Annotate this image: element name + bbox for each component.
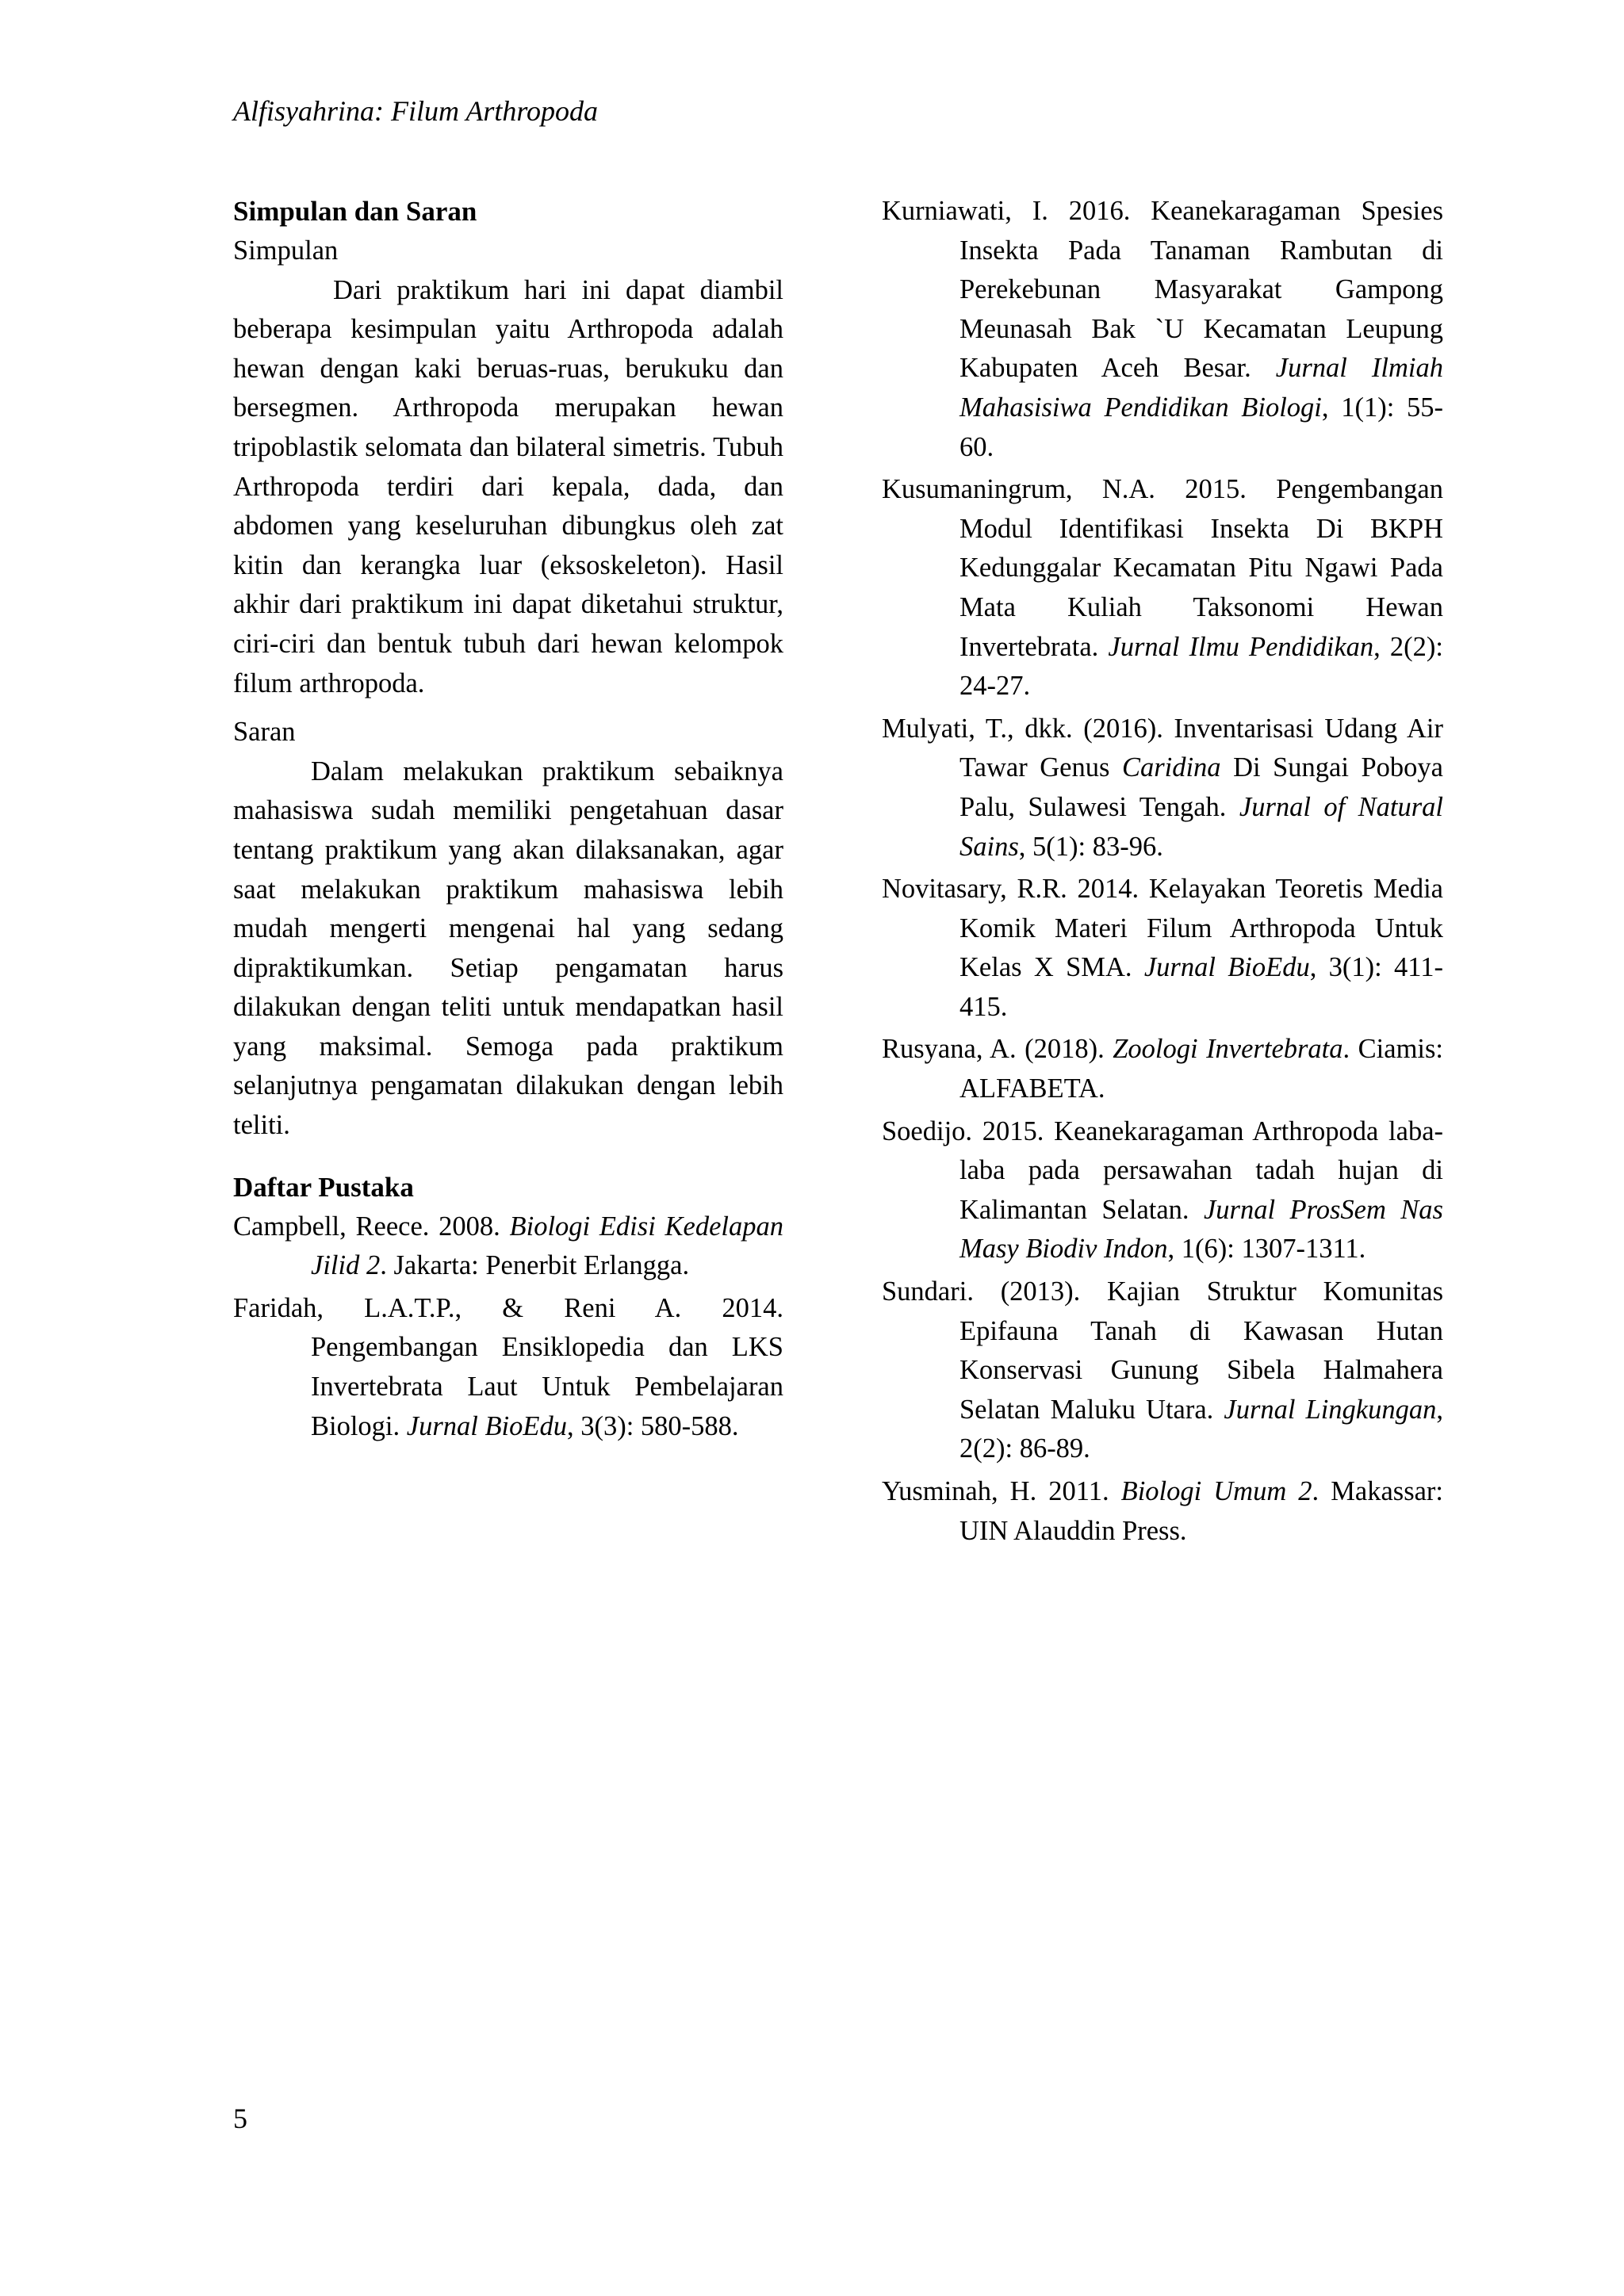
- saran-paragraph: Dalam melakukan praktikum sebaiknya mahasiswa sudah memiliki pengetahuan dasar tentang praktikum yang akan dilaksanakan, agar saat melakukan praktikum mahasiswa lebih mudah mengerti mengenai hal yang sedang dipraktikumkan. Setiap pengamatan harus dilakukan dengan teliti untuk mendapatkan hasil yang maksimal. Semoga pada praktikum selanjutnya pengamatan dilakukan dengan lebih teliti.: [233, 756, 783, 1141]
- reference-item: [233, 1289, 783, 1446]
- reference-text: Kusumaningrum, N.A. 2015. Pengembangan Modul Identifikasi Insekta Di BKPH Kedunggalar Kecamatan Pitu Ngawi Pada Mata Kuliah Taksonomi Hewan Invertebrata.: [882, 474, 1443, 662]
- reference-item: [882, 1112, 1443, 1269]
- reference-text: , 1(1): 55-60.: [959, 392, 1443, 462]
- reference-italic-title: Biologi Edisi Kedelapan Jilid 2: [311, 1211, 783, 1281]
- running-header: Alfisyahrina: Filum Arthropoda: [233, 95, 599, 127]
- reference-list-left: [233, 1207, 783, 1447]
- simpulan-paragraph: Dari praktikum hari ini dapat diambil beberapa kesimpulan yaitu Arthropoda adalah hewan dengan kaki beruas-ruas, berukuku dan bersegmen. Arthropoda merupakan hewan tripoblastik selomata dan bilateral simetris. Tubuh Arthropoda terdiri dari kepala, dada, dan abdomen yang keseluruhan dibungkus oleh zat kitin dan kerangka luar (eksoskeleton). Hasil akhir dari praktikum ini dapat diketahui struktur, ciri-ciri dan bentuk tubuh dari hewan kelompok filum arthropoda.: [233, 274, 783, 698]
- reference-text: Soedijo. 2015. Keanekaragaman Arthropoda laba-laba pada persawahan tadah hujan di Kalimantan Selatan.: [882, 1115, 1443, 1225]
- reference-text: Yusminah, H. 2011.: [882, 1476, 1121, 1506]
- reference-text: , 5(1): 83-96.: [1018, 831, 1163, 862]
- reference-text: , 2(2): 86-89.: [959, 1394, 1443, 1464]
- reference-text: , 2(2): 24-27.: [959, 631, 1443, 702]
- reference-text: , 3(3): 580-588.: [566, 1410, 739, 1441]
- reference-text: , 1(6): 1307-1311.: [1167, 1234, 1366, 1265]
- left-column: [233, 192, 783, 1449]
- spacer: [233, 703, 783, 713]
- reference-text: . Makassar: UIN Alauddin Press.: [959, 1476, 1444, 1546]
- page-number: 5: [233, 2103, 247, 2134]
- reference-italic-title: Jurnal Ilmiah Mahasisiwa Pendidikan Biologi: [959, 353, 1443, 423]
- reference-text: Di Sungai Poboya Palu, Sulawesi Tengah.: [959, 752, 1443, 822]
- reference-text: . Jakarta: Penerbit Erlangga.: [380, 1250, 690, 1281]
- reference-item: [882, 1272, 1443, 1469]
- reference-italic-title: Jurnal Ilmu Pendidikan: [1108, 631, 1374, 662]
- reference-text: Campbell, Reece. 2008.: [233, 1211, 510, 1242]
- reference-text: Rusyana, A. (2018).: [882, 1034, 1113, 1065]
- reference-item: [882, 1472, 1443, 1551]
- reference-italic-title: Jurnal BioEdu: [406, 1410, 567, 1441]
- reference-text: , 3(1): 411-415.: [959, 952, 1443, 1022]
- reference-text: . Ciamis: ALFABETA.: [959, 1034, 1444, 1104]
- section-heading-conclusion: Simpulan dan Saran: [233, 196, 477, 227]
- reference-text: Faridah, L.A.T.P., & Reni A. 2014. Pengembangan Ensiklopedia dan LKS Invertebrata Laut Untuk Pembelajaran Biologi.: [233, 1292, 783, 1441]
- reference-italic-title: Jurnal Lingkungan: [1224, 1394, 1437, 1425]
- reference-text: Sundari. (2013). Kajian Struktur Komunitas Epifauna Tanah di Kawasan Hutan Konservasi Gunung Sibela Halmahera Selatan Maluku Utara.: [882, 1276, 1443, 1425]
- reference-item: [882, 710, 1443, 867]
- right-column: [882, 192, 1443, 1554]
- reference-item: [882, 192, 1443, 467]
- section-heading-references: Daftar Pustaka: [233, 1171, 414, 1203]
- reference-item: [882, 470, 1443, 706]
- reference-item: [882, 870, 1443, 1027]
- reference-text: Novitasary, R.R. 2014. Kelayakan Teoretis Media Komik Materi Filum Arthropoda Untuk Kelas X SMA.: [882, 874, 1443, 983]
- reference-text: Mulyati, T., dkk. (2016). Inventarisasi Udang Air Tawar Genus: [882, 713, 1443, 783]
- reference-item: [233, 1207, 783, 1286]
- spacer: [233, 1146, 783, 1168]
- reference-italic-title: Jurnal ProsSem Nas Masy Biodiv Indon: [959, 1194, 1443, 1265]
- reference-italic-title: Caridina: [1121, 752, 1221, 783]
- reference-list-right: [882, 192, 1443, 1551]
- subheading-simpulan: Simpulan: [233, 235, 339, 266]
- subheading-saran: Saran: [233, 717, 296, 748]
- reference-italic-title: Jurnal BioEdu: [1143, 952, 1310, 983]
- reference-italic-title: Biologi Umum 2: [1120, 1476, 1312, 1506]
- reference-text: Kurniawati, I. 2016. Keanekaragaman Spesies Insekta Pada Tanaman Rambutan di Perekebunan Masyarakat Gampong Meunasah Bak `U Kecamatan Leupung Kabupaten Aceh Besar.: [882, 196, 1443, 384]
- reference-italic-title: Zoologi Invertebrata: [1113, 1034, 1343, 1065]
- reference-item: [882, 1030, 1443, 1108]
- reference-italic-title: Jurnal of Natural Sains: [959, 791, 1443, 862]
